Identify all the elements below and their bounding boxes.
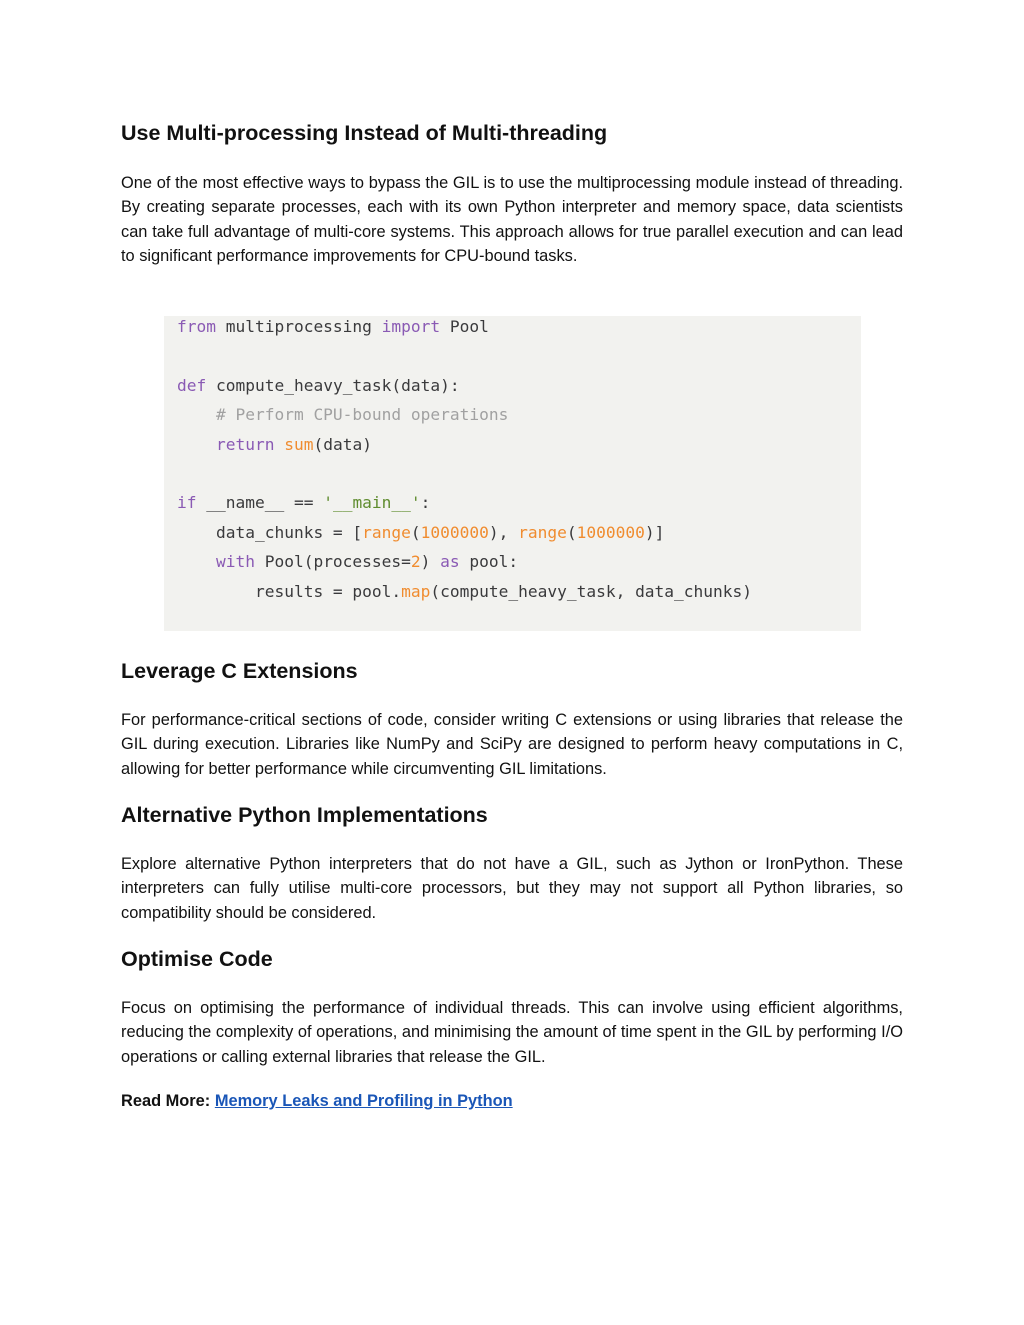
code-token: )	[420, 552, 441, 572]
read-more-label: Read More:	[121, 1092, 211, 1110]
code-token: results = pool.	[177, 581, 402, 601]
code-token: (data)	[313, 434, 372, 454]
code-token: import	[381, 317, 441, 336]
code-token: multiprocessing	[215, 317, 382, 336]
code-line	[177, 552, 518, 572]
code-token: data_chunks = [	[177, 522, 363, 542]
code-token: Pool	[440, 317, 489, 336]
code-token	[177, 552, 216, 571]
section-heading-multiprocessing: Use Multi-processing Instead of Multi-threading	[121, 121, 608, 145]
code-token	[177, 435, 216, 454]
code-token: map	[401, 581, 431, 601]
section-heading-c-extensions: Leverage C Extensions	[121, 659, 358, 683]
code-token: (compute_heavy_task, data_chunks)	[430, 581, 753, 601]
code-line	[177, 317, 489, 337]
code-line	[177, 493, 430, 513]
code-line	[177, 582, 752, 602]
section-paragraph-optimise-code: Focus on optimising the performance of individual threads. This can involve using efficient algorithms, reducing the complexity of operations, and minimising the amount of time spent in the GIL by performing I/O operations or calling external libraries that release the GIL.	[121, 999, 903, 1066]
code-token: return	[215, 434, 275, 454]
section-heading-alternative-implementations: Alternative Python Implementations	[121, 803, 488, 827]
code-token: __name__ ==	[196, 493, 324, 513]
code-line	[177, 376, 460, 396]
code-token: 1000000	[420, 522, 489, 542]
code-token: if	[177, 493, 197, 513]
section-paragraph-alternative-implementations: Explore alternative Python interpreters that do not have a GIL, such as Jython or IronPython. These interpreters can fully utilise multi-core processors, but they may not support all Python libraries, so compatibility should be considered.	[121, 855, 903, 922]
code-token	[274, 435, 284, 454]
code-token: from	[177, 317, 216, 336]
code-line	[177, 435, 372, 455]
code-token: Pool(processes=	[254, 552, 411, 572]
code-token: as	[440, 552, 460, 572]
code-token: def	[177, 375, 207, 395]
code-token: compute_heavy_task(data):	[206, 375, 460, 395]
section-heading-optimise-code: Optimise Code	[121, 947, 273, 971]
read-more	[121, 1090, 513, 1112]
code-token: with	[215, 552, 255, 572]
code-token	[177, 405, 216, 424]
code-token: ),	[488, 522, 519, 542]
code-token: range	[362, 522, 411, 542]
section-paragraph-multiprocessing: One of the most effective ways to bypass the GIL is to use the multiprocessing module instead of threading. By creating separate processes, each with its own Python interpreter and memory space, data scientists can take full advantage of multi-core systems. This approach allows for true parallel execution and can lead to significant performance improvements for CPU-bound tasks.	[121, 174, 903, 266]
code-token: 1000000	[576, 522, 645, 542]
code-line	[177, 523, 664, 543]
code-token: :	[420, 493, 431, 513]
code-token: )]	[644, 522, 665, 542]
code-token: # Perform CPU-bound operations	[215, 405, 509, 425]
code-token: sum	[284, 434, 314, 454]
code-token: range	[518, 522, 567, 542]
code-token: (	[566, 522, 577, 542]
section-paragraph-c-extensions: For performance-critical sections of code, consider writing C extensions or using libraries that release the GIL during execution. Libraries like NumPy and SciPy are designed to perform heavy computations in C, allowing for better performance while circumventing GIL limitations.	[121, 711, 903, 778]
code-block	[164, 316, 861, 631]
code-token: '__main__'	[323, 493, 421, 513]
code-token: (	[410, 522, 421, 542]
code-token: 2	[410, 552, 421, 572]
code-token: pool:	[459, 552, 519, 572]
read-more-link[interactable]: Memory Leaks and Profiling in Python	[214, 1092, 513, 1110]
code-line	[177, 405, 508, 425]
